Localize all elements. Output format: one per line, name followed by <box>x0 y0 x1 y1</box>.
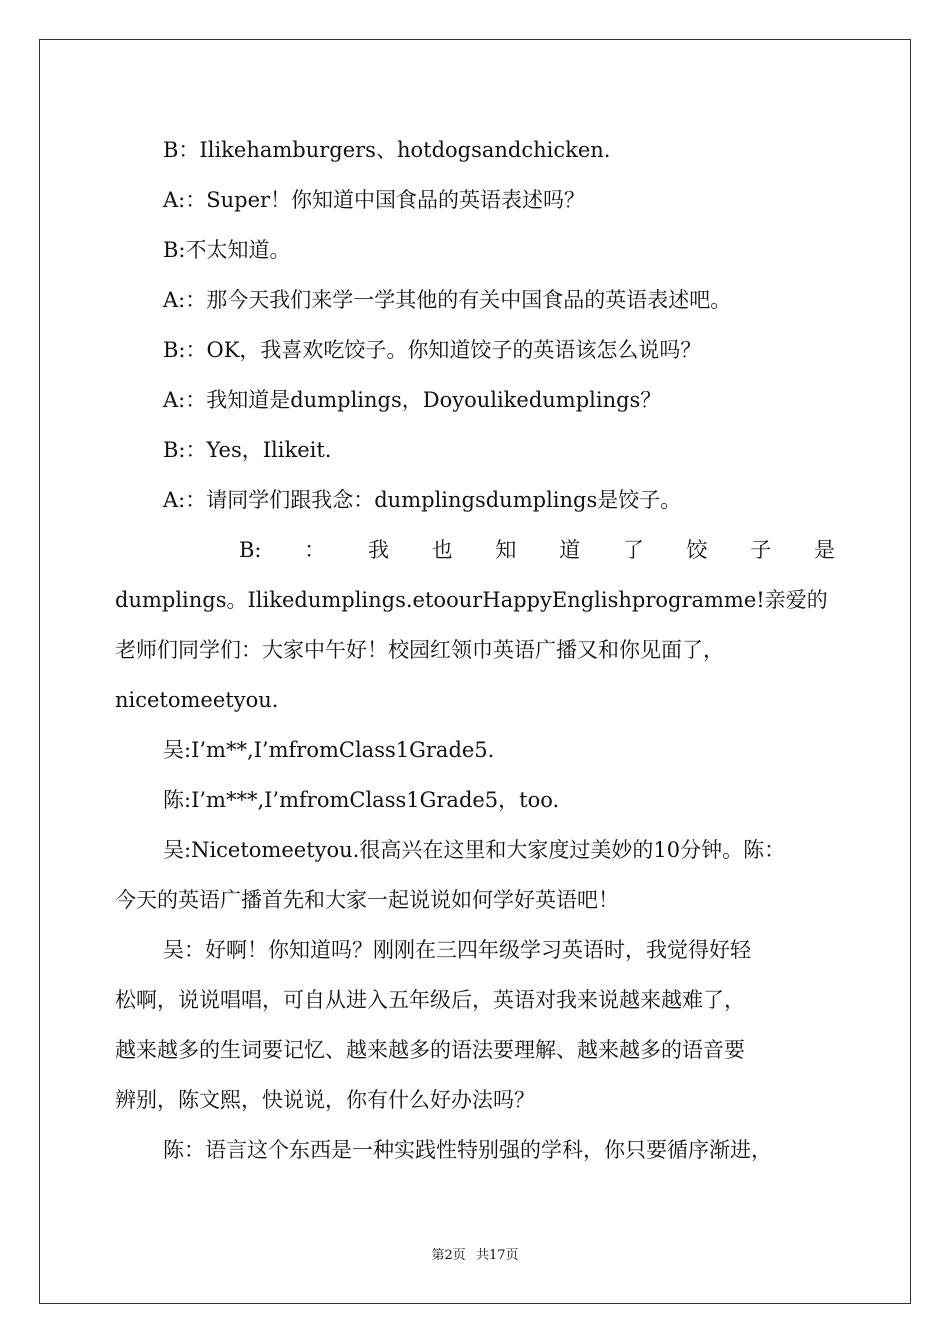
justified-char: 知 <box>495 538 517 562</box>
page-number: 第2页 <box>431 1248 466 1263</box>
justified-char: ： <box>304 538 326 562</box>
page-total: 共17页 <box>475 1248 519 1263</box>
paragraph: A:：请同学们跟我念：dumplingsdumplings是饺子。 <box>163 488 682 512</box>
justified-char: 子 <box>750 538 772 562</box>
paragraph: B:：OK，我喜欢吃饺子。你知道饺子的英语该怎么说吗？ <box>163 338 702 362</box>
dialogue-line: 今天的英语广播首先和大家一起说说如何学好英语吧！ <box>115 888 619 912</box>
dialogue-line: 吴：好啊！你知道吗？刚刚在三四年级学习英语时，我觉得好轻 <box>163 938 751 962</box>
paragraph: B:不太知道。 <box>163 238 291 262</box>
paragraph: B:：Yes，Ilikeit. <box>163 438 332 462</box>
justified-char: 也 <box>431 538 453 562</box>
dialogue-line: 吴:Nicetomeetyou.很高兴在这里和大家度过美妙的10分钟。陈： <box>163 838 786 862</box>
continuation-line: 老师们同学们：大家中午好！校园红领巾英语广播又和你见面了， <box>115 638 724 662</box>
justified-line <box>115 525 835 575</box>
paragraph: A:：那今天我们来学一学其他的有关中国食品的英语表述吧。 <box>163 288 732 312</box>
page-footer <box>0 1244 950 1263</box>
justified-char: 我 <box>367 538 389 562</box>
dialogue-line: 陈:I’m***,I’mfromClass1Grade5，too. <box>163 788 560 812</box>
justified-char: 了 <box>622 538 644 562</box>
continuation-line: dumplings。Ilikedumplings.etoourHappyEnglishprogramme!亲爱的 <box>115 588 828 612</box>
dialogue-line: 越来越多的生词要记忆、越来越多的语法要理解、越来越多的语音要 <box>115 1038 745 1062</box>
justified-char: 饺 <box>686 538 708 562</box>
paragraph: A:：我知道是dumplings，Doyoulikedumplings？ <box>163 388 662 412</box>
dialogue-line: 陈：语言这个东西是一种实践性特别强的学科，你只要循序渐进， <box>163 1138 772 1162</box>
dialogue-line: 辨别，陈文熙，快说说，你有什么好办法吗？ <box>115 1088 535 1112</box>
dialogue-line: 吴:I’m**,I’mfromClass1Grade5. <box>163 738 495 762</box>
paragraph: B：Ilikehamburgers、hotdogsandchicken. <box>163 138 611 162</box>
justified-char: 道 <box>559 538 581 562</box>
paragraph: A:：Super！你知道中国食品的英语表述吗？ <box>163 188 586 212</box>
justified-char: 是 <box>813 538 835 562</box>
document-body <box>115 125 835 1175</box>
continuation-line: nicetomeetyou. <box>115 688 279 712</box>
dialogue-line: 松啊，说说唱唱，可自从进入五年级后，英语对我来说越来越难了， <box>115 988 745 1012</box>
justified-char: B: <box>239 538 262 562</box>
